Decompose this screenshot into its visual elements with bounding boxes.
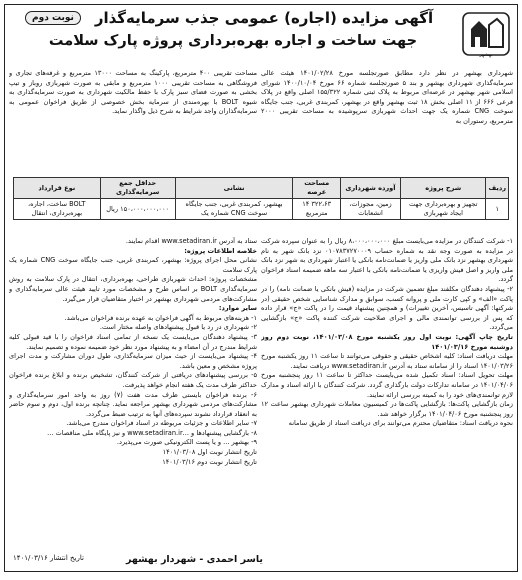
- advertisement-page: [4, 4, 518, 572]
- signature-block: [13, 554, 263, 565]
- paragraph: ۵- بررسی پیشنهادهای دریافتی از شرکت کنندگان، تشخیص برنده و ابلاغ برنده فراخوان حداکثر ظرف مدت یک هفته انجام خواهد پذیرفت.: [9, 371, 257, 389]
- conditions-left-column: [9, 237, 257, 553]
- table-cell: زمین، مجوزات، انشعابات: [340, 199, 400, 220]
- paragraph: مهلت دریافت اسناد: کلیه اشخاص حقیقی و حقوقی می‌توانند تا ساعت ۱۱ روز یکشنبه مورخ ۱۴۰۱/۰۳/۲۶ اسناد را از سامانه ستاد به آدرس www.setadiran.ir دریافت نمایند.: [261, 352, 513, 370]
- table-cell: تجهیز و بهره‌برداری جهت ایجاد شهربازی: [400, 199, 486, 220]
- paragraph: خلاصه اطلاعات پروژه:: [184, 246, 257, 255]
- signature-date: تاریخ انتشار ۱۴۰۱/۰۳/۱۶: [13, 554, 84, 562]
- paragraph: ۱- هزینه‌های مربوط به آگهی فراخوان به عهده برنده فراخوان می‌باشد.: [64, 313, 257, 322]
- paragraph: تاریخ چاپ آگهی: نوبت اول روز یکشنبه مورخ ۱۴۰۱/۰۳/۰۸، نوبت دوم روز دوشنبه مورخ ۱۴۰۱/۰۳/۱۶: [261, 332, 513, 351]
- table-body: [14, 199, 509, 220]
- conditions-right-column: [261, 237, 513, 569]
- intro-right: [261, 69, 513, 175]
- paragraph: زمان بازگشایی پاکت‌ها: بازگشایی پاکت‌ها در کمیسیون معاملات شهرداری بهشهر ساعت ۱۲ روز پنجشنبه مورخ ۱۴۰۱/۰۴/۰۶ برگزار خواهد شد.: [261, 400, 513, 418]
- municipality-logo-icon: [459, 9, 513, 59]
- paragraph: نحوه دریافت اسناد: متقاضیان محترم می‌توانند برای دریافت اسناد از طریق سامانه: [288, 419, 513, 428]
- paragraph: نشانی محل اجرای پروژه: بهشهر، کمربندی غربی، جنب جایگاه سوخت CNG شماره یک پارک سلامت: [9, 256, 257, 274]
- paragraph: ۶- برنده فراخوان بایستی ظرف مدت هفت (۷) روز به واحد امور سرمایه‌گذاری و مشارکت‌های مردمی شهرداری بهشهر مراجعه نماید. چنانچه برنده اول، دوم و سوم حاضر به انعقاد قرارداد نشوند سپرده‌های آنها به ترتیب ضبط می‌گردد.: [9, 390, 257, 418]
- table-header-cell: آورده شهرداری: [340, 178, 400, 199]
- table-header-cell: ردیف: [486, 178, 509, 199]
- table-header-cell: حداقل جمع سرمایه‌گذاری: [100, 178, 175, 199]
- table-header-cell: نشانی: [175, 178, 293, 199]
- signature-name: یاسر احمدی - شهردار بهشهر: [125, 554, 263, 565]
- title-line-2: جهت ساخت و اجاره بهره‌برداری پروژه پارک سلامت: [48, 33, 418, 49]
- table-cell: ۳۲۲،۶۳ ۱۴ مترمربع: [293, 199, 341, 220]
- paragraph: ستاد به آدرس www.setadiran.ir اقدام نمایند.: [125, 237, 257, 245]
- intro-right-text: شهرداری بهشهر در نظر دارد مطابق صورتجلسه مورخ ۱۴۰۱/۰۲/۲۸ هیئت عالی سرمایه‌گذاری شهرداری بهشهر و بند ۵ صورتجلسه شماره ۶۶ مورخ ۱۴۰۰/۱۰/۰۴ شورای اسلامی شهر بهشهر در عرصه‌ای مربوط به پلاک ثبتی شماره ۱۵۵/۳۲۲ اصلی واقع در پلاک فرعی ۶۶۶ از ۱۱ اصلی بخش ۱۸ ثبت بهشهر واقع در بهشهر، کمربندی غربی، جنب جایگاه سوخت CNG شماره یک جهت احداث شهربازی سرپوشیده به مساحت تقریبی ۲۰۰۰ مترمربع، رستوران به: [261, 69, 513, 125]
- paragraph: مهلت تحویل اسناد: اسناد تکمیل شده می‌بایست حداکثر تا ساعت ۱۱ روز پنجشنبه مورخ ۱۴۰۱/۰۴/۰۶ در سامانه تدارکات دولت بارگذاری گردد. شرکت کنندگان با ارائه اسناد و مدارک لازم توانمندی‌های خود را به کمیته بررسی ارائه نمایند.: [261, 371, 513, 399]
- paragraph: تاریخ انتشار نوبت اول ۱۴۰۱/۰۳/۰۸: [162, 448, 257, 457]
- table-header-cell: نوع قرارداد: [14, 178, 101, 199]
- paragraph: ۲- پیشنهاد دهندگان مکلفند مبلغ تضمین شرکت در مزایده (فیش بانکی یا ضمانت نامه) را در پاکت «الف» و کپی کارت ملی و پروانه کسب، سوابق و مدارک شناسایی شخص حقیقی (در شرکتها: آگهی تاسیس، آخرین تغییرات) و همچنین پیشنهاد قیمت را در پاکت «ج» قرار داده که پس از بررسی توانمندی مالی و اجرای صلاحیت شرکت کننده پاکت «ج» بازگشایی می‌گردد.: [261, 284, 513, 332]
- title-line-1: آگهی مزایده (اجاره) عمومی جذب سرمایه‌گذار: [94, 9, 434, 27]
- paragraph: ۴- پیشنهاد می‌بایست از حیث میزان سرمایه‌گذاری، طول دوران مشارکت و مدت اجرای پروژه مشخص و معین باشد.: [9, 352, 257, 370]
- paragraph: تاریخ انتشار نوبت دوم ۱۴۰۱/۰۳/۱۶: [162, 457, 257, 466]
- paragraph: ۱- شرکت کنندگان در مزایده می‌بایست مبلغ ۸،۰۰۰،۰۰۰،۰۰۰ ریال را به عنوان سپرده شرکت در مزایده به صورت وجه نقد به شماره حساب ۰۱۰۷۸۳۷۲۷۰۰۰۹ نزد بانک شهر به نام شهرداری بهشهر نزد بانک ملی واریز یا ضمانت‌نامه بانکی یا اعتبار شهرداری به شهر نزد بانک ملی واریز و اصل فیش واریزی یا ضمانت‌نامه بانکی با اعتبار سه ماهه ضمیمه اسناد فراخوان گردد.: [261, 237, 513, 284]
- paragraph: ۷- سایر اطلاعات و جزئیات مربوطه در اسناد فراخوان مندرج می‌باشد.: [66, 419, 257, 428]
- paragraph: ۳- پیشنهاد دهندگان می‌بایست یک نسخه از تمامی اسناد فراخوان را با قید قبولی کلیه شرایط مندرج در آن امضاء و به پیشنهاد مورد نظر خود ضمیمه نموده و تصمیم نمایند.: [9, 332, 257, 351]
- paragraph: ۸- بازگشایی پیشنهادها و ...www.setadiran.ir و نیز پایگاه ملی مناقصات ...: [47, 428, 257, 437]
- svg-text:بهشهر: بهشهر: [479, 52, 493, 58]
- table-header-cell: شرح پروژه: [400, 178, 486, 199]
- table-cell: بهشهر، کمربندی غربی، جنب جایگاه سوخت CNG شماره یک: [175, 199, 293, 220]
- intro-left: [9, 69, 257, 175]
- table-cell: ۱۵۰،۰۰۰،۰۰۰،۰۰۰ ریال: [100, 199, 175, 220]
- table-row: [14, 199, 509, 220]
- paragraph: ۹- بهشهر ... و یا پست الکترونیکی صورت می‌پذیرد.: [116, 438, 257, 447]
- table-header-row: [14, 178, 509, 199]
- header: [5, 7, 517, 63]
- paragraph: سایر موارد:: [218, 304, 257, 313]
- table-header-cell: مساحت عرصه: [293, 178, 341, 199]
- intro-left-text: مساحت تقریبی ۴۰۰ مترمربع، پارکینگ به مساحت ۱۳۰۰۰ مترمربع و غرفه‌های تجاری و فروشگاهی به مساحت تقریبی ۱۰۰۰ مترمربع و مابقی به صورت شهربازی روباز و تیپ بخشی به صورت فضای سبز پارک با حفظ مالکیت شهرداری به صورت سرمایه‌گذاری به شیوه BOLT با بهره‌مندی از سرمایه بخش خصوصی از طریق فراخوان عمومی به سرمایه‌گذاران واجد شرایط به شرح ذیل واگذار نماید.: [9, 69, 257, 116]
- table-cell: BOLT ساخت، اجاره، بهره‌برداری، انتقال: [14, 199, 101, 220]
- paragraph: مشخصات پروژه: احداث شهربازی طراحی، بهره‌برداری، انتقال در پارک سلامت به روش سرمایه‌گذاری BOLT بر اساس طرح و مشخصات مورد تایید هیئت عالی سرمایه‌گذاری و مشارکت‌های مردمی شهرداری بهشهر در اختیار متقاضیان قرار می‌گیرد.: [9, 275, 257, 303]
- badge-second-round: نوبت دوم: [25, 11, 81, 25]
- table-cell: ۱: [486, 199, 509, 220]
- project-table: [13, 177, 509, 220]
- paragraph: ۲- شهرداری در رد یا قبول پیشنهادهای واصله مختار است.: [99, 323, 257, 332]
